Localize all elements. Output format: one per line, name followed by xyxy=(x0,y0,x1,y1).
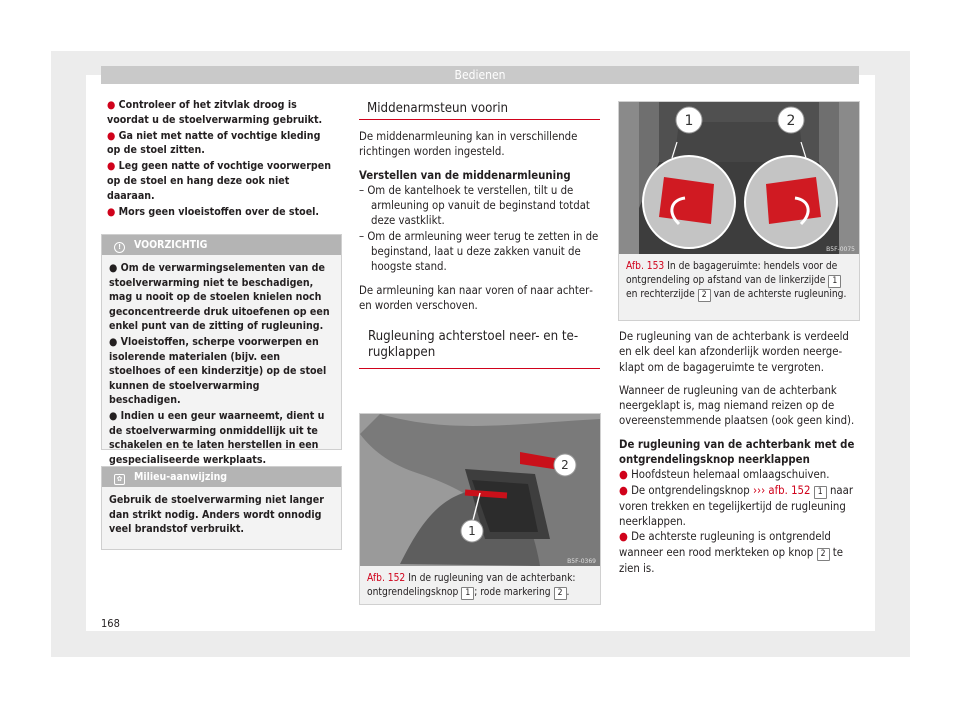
list-item: ● Om de verwarmingselementen van de stoelverwarming niet te beschadigen, mag u nooit op de stoelen knielen noch geconcentreerde druk uitoefenen op een enkel punt van de zitting of rugleuning. xyxy=(109,262,330,333)
section-title-armrest: Middenarmsteun voorin xyxy=(367,101,509,116)
environment-text: Gebruik de stoelverwarming niet langer dan strikt nodig. Anders wordt onnodig veel brandstof verbruikt. xyxy=(109,494,324,536)
page-header: Bedienen xyxy=(101,66,859,84)
list-item: ● Ga niet met natte of vochtige kleding op de stoel zitten. xyxy=(107,129,321,157)
warning-box xyxy=(101,234,342,466)
column-3-text xyxy=(619,329,859,576)
svg-text:1: 1 xyxy=(684,113,694,129)
warning-header: ! VOORZICHTIG xyxy=(102,235,341,255)
list-item: – Om de armleuning weer terug te zetten in de beginstand, laat u deze zakken vanuit de hoogste stand. xyxy=(359,229,599,274)
svg-text:1: 1 xyxy=(468,524,476,538)
svg-text:B5F-0369: B5F-0369 xyxy=(567,558,596,565)
sub-heading: De rugleuning van de achterbank met de ontgrendelingsknop neerklappen xyxy=(619,437,855,467)
body-text: De rugleuning van de achterbank is verdeeld en elk deel kan afzonderlijk worden neergeklapt om de bagageruimte te vergroten. xyxy=(619,330,849,374)
callout-number: 1 xyxy=(828,275,841,288)
sub-heading: Verstellen van de middenarmleuning xyxy=(359,168,571,182)
list-item: ● De achterste rugleuning is ontgrendeld wanneer een rood merkteken op knop 2 te zien is. xyxy=(619,530,844,575)
figure-153 xyxy=(618,101,860,321)
list-item: ● Controleer of het zitvlak droog is voordat u de stoelverwarming gebruikt. xyxy=(107,99,323,126)
bullet-icon: ● xyxy=(107,129,116,142)
figure-caption: Afb. 153 In de bagageruimte: hendels voor de ontgrendeling op afstand van de linkerzijde 1 en rechterzijde 2 van de achterste rugleuning. xyxy=(626,261,847,300)
callout-number: 1 xyxy=(461,587,474,600)
section-divider xyxy=(359,368,600,369)
leaf-icon: ✿ xyxy=(114,474,125,485)
list-item: ● Hoofdsteun helemaal omlaagschuiven. xyxy=(619,468,830,482)
svg-text:B5F-0075: B5F-0075 xyxy=(826,246,855,253)
list-item: ● Leg geen natte of vochtige voorwerpen op de stoel en hang deze ook niet daaraan. xyxy=(107,160,331,202)
column-2 xyxy=(359,101,600,369)
figure-caption: Afb. 152 In de rugleuning van de achterbank: ontgrendelingsknop 1 ; rode markering 2 . xyxy=(367,573,576,598)
svg-text:2: 2 xyxy=(561,458,569,472)
list-item: ● Indien u een geur waarneemt, dient u de stoelverwarming onmiddellijk uit te schakelen en te laten herstellen in een gespecialiseerde werkplaats. xyxy=(109,409,325,466)
callout-number: 2 xyxy=(817,548,830,561)
body-text: De armleuning kan naar voren of naar achteren worden verschoven. xyxy=(359,283,593,312)
seatback-photo xyxy=(360,414,600,566)
body-text: Wanneer de rugleuning van de achterbank neergeklapt is, mag niemand reizen op de overeenstemmende plaatsen (ook geen kind). xyxy=(619,383,855,428)
bullet-icon: ● xyxy=(107,160,116,173)
figure-reference-link[interactable]: ››› afb. 152 xyxy=(752,483,811,497)
bullet-icon: ● xyxy=(107,205,116,218)
list-item: ● De ontgrendelingsknop ››› afb. 152 1 naar voren trekken en tegelijkertijd de rugleuning neerklappen. xyxy=(619,483,854,528)
svg-text:2: 2 xyxy=(786,113,796,129)
callout-number: 1 xyxy=(814,486,827,499)
page-number: 168 xyxy=(101,617,120,630)
section-title-rear-seat: Rugleuning achterstoel neer- en terugklappen xyxy=(368,329,579,361)
list-item: ● Vloeistoffen, scherpe voorwerpen en isolerende materialen (bijv. een stoelhoes of een kinderzitje) op de stoel kunnen de stoelverwarming beschadigen. xyxy=(109,335,327,407)
luggage-compartment-photo xyxy=(619,102,859,254)
bullet-icon: ● xyxy=(107,99,116,111)
environment-header: ✿ Milieu-aanwijzing xyxy=(102,467,341,487)
list-item: – Om de kantelhoek te verstellen, tilt u de armleuning op vanuit de beginstand totdat deze vastklikt. xyxy=(359,183,590,228)
safety-bullet-list xyxy=(107,98,335,221)
intro-text: De middenarmleuning kan in verschillende richtingen worden ingesteld. xyxy=(359,130,578,159)
list-item: ● Mors geen vloeistoffen over de stoel. xyxy=(107,205,320,218)
caution-icon: ! xyxy=(114,242,125,253)
callout-number: 2 xyxy=(698,289,711,302)
figure-152 xyxy=(359,413,601,605)
environment-note-box xyxy=(101,466,342,550)
callout-number: 2 xyxy=(554,587,567,600)
